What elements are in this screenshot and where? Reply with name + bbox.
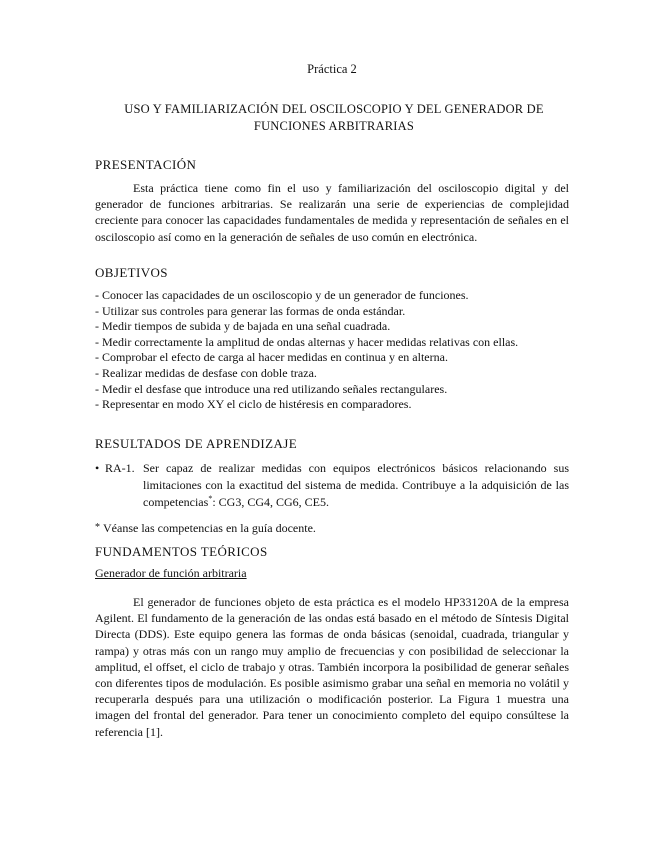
competence-footnote-marker: * — [208, 494, 213, 503]
generador-subheading: Generador de función arbitraria — [95, 566, 247, 580]
outcome-competences: : CG3, CG4, CG6, CE5. — [212, 495, 329, 509]
list-item: - Conocer las capacidades de un osciloscopio y de un generador de funciones. — [95, 288, 469, 302]
outcome-text — [143, 460, 569, 511]
list-item: - Medir correctamente la amplitud de ondas alternas y hacer medidas relativas con ellas. — [95, 334, 519, 349]
list-item: - Realizar medidas de desfase con doble traza. — [95, 365, 317, 380]
outcome-main-text: Ser capaz de realizar medidas con equipos electrónicos básicos relacionando sus limitaciones con la exactitud del sistema de medida. Contribuye a la adquisición de las competencias — [143, 461, 569, 509]
presentacion-heading: PRESENTACIÓN — [95, 157, 197, 172]
footnote — [95, 521, 316, 536]
objetivos-list — [95, 288, 575, 413]
list-item: - Representar en modo XY el ciclo de histéresis en comparadores. — [95, 397, 412, 412]
objetivos-heading: OBJETIVOS — [95, 265, 168, 280]
fundamentos-heading: FUNDAMENTOS TEÓRICOS — [95, 544, 268, 559]
fundamentos-paragraph: El generador de funciones objeto de esta práctica es el modelo HP33120A de la empresa Agilent. El fundamento de la generación de las ondas está basado en el método de Síntesis Digital Directa (DDS). Este equipo genera las formas de onda básicas (senoidal, cuadrada, triangular y rampa) y otras más con un rango muy amplio de frecuencias y con posibilidad de seleccionar la amplitud, el offset, el ciclo de trabajo y otras. También incorpora la posibilidad de generar señales con diferentes tipos de modulación. Es posible asimismo grabar una señal en memoria no volátil y recuperarla después para una utilización o modificación posterior. La Figura 1 muestra una imagen del frontal del generador. Para tener un conocimiento completo del equipo consúltese la referencia [1]. — [95, 595, 569, 739]
footnote-text: Véanse las competencias en la guía docente. — [103, 521, 316, 535]
presentacion-paragraph: Esta práctica tiene como fin el uso y familiarización del osciloscopio digital y del generador de funciones arbitrarias. Se realizarán una serie de experiencias de complejidad creciente para conocer las capacidades fundamentales de medida y representación de señales en el osciloscopio así como en la generación de señales de uso común en electrónica. — [95, 181, 569, 244]
bullet-icon: • — [95, 461, 100, 475]
footnote-marker: * — [95, 522, 100, 533]
list-item: - Medir el desfase que introduce una red utilizando señales rectangulares. — [95, 381, 448, 396]
list-item: - Medir tiempos de subida y de bajada en una señal cuadrada. — [95, 319, 391, 334]
outcome-code: RA-1. — [105, 461, 135, 475]
title-line-1: USO Y FAMILIARIZACIÓN DEL OSCILOSCOPIO Y DEL GENERADOR DE — [124, 102, 544, 116]
page-title — [95, 101, 573, 135]
list-item: - Utilizar sus controles para generar las formas de onda estándar. — [95, 303, 406, 318]
list-item: - Comprobar el efecto de carga al hacer medidas en continua y en alterna. — [95, 350, 448, 365]
title-line-2: FUNCIONES ARBITRARIAS — [253, 119, 415, 133]
practice-number: Práctica 2 — [307, 62, 357, 76]
resultados-heading: RESULTADOS DE APRENDIZAJE — [95, 436, 298, 451]
